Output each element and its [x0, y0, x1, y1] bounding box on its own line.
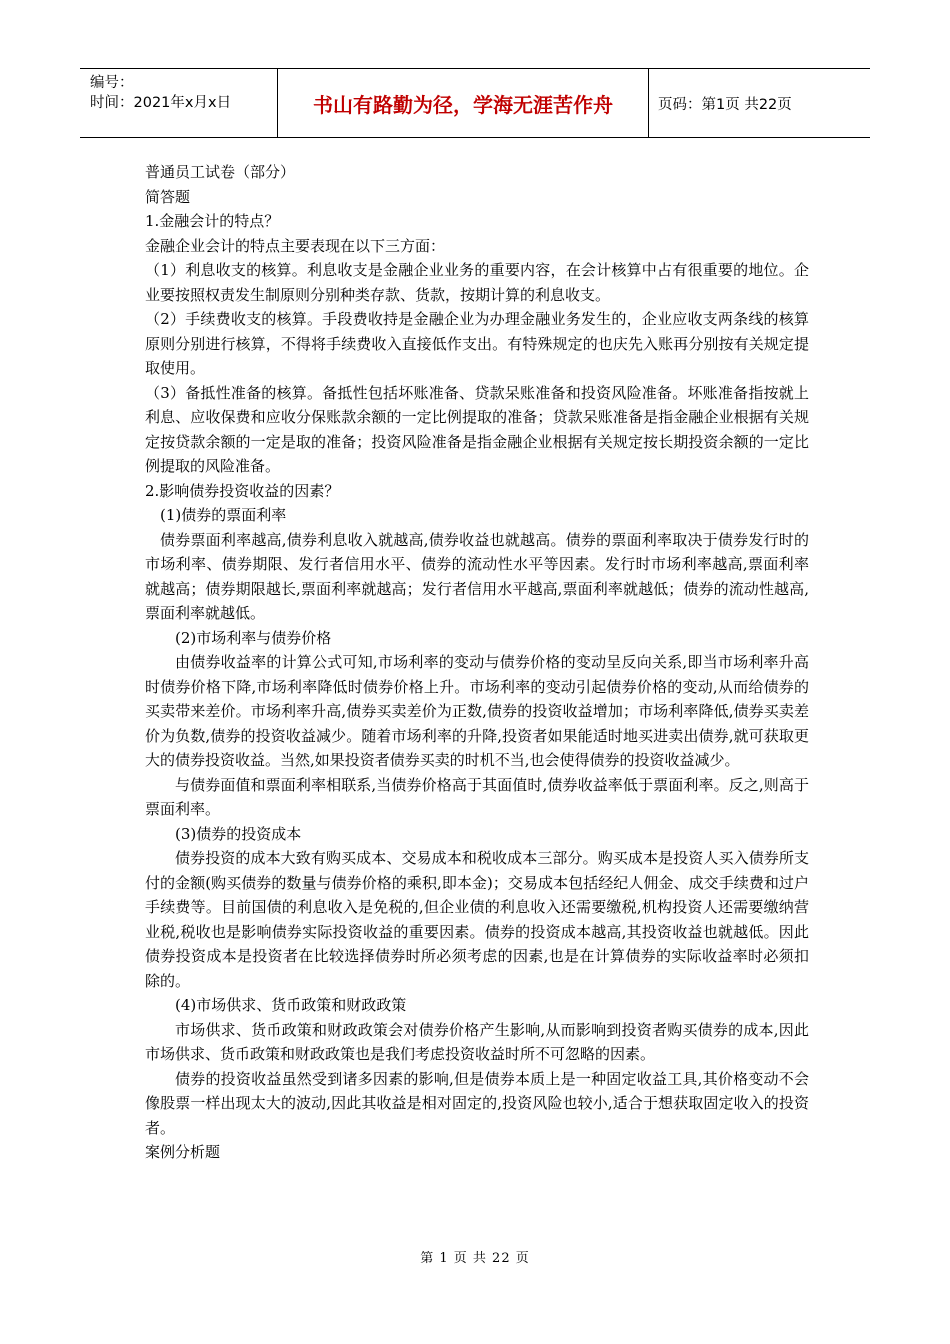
paragraph: 简答题: [145, 187, 191, 206]
paragraph: (1)债券的票面利率: [160, 506, 287, 524]
paragraph: (2)市场利率与债券价格: [175, 628, 332, 647]
paragraph: 债券票面利率越高,债券利息收入就越高,债券收益也就越高。债券的票面利率取决于债券发行时的市场利率、债券期限、发行者信用水平、债券的流动性水平等因素。发行时市场利率越高,票面利率就越高；债券期限越长,票面利率就越高；发行者信用水平越高,票面利率就越低；债券的流动性越高,票面利率就越低。: [145, 530, 809, 622]
paragraph: 市场供求、货币政策和财政政策会对债券价格产生影响,从而影响到投资者购买债券的成本,因此市场供求、货币政策和财政政策也是我们考虑投资收益时所不可忽略的因素。: [145, 1020, 809, 1063]
paragraph: （2）手续费收支的核算。手段费收持是金融企业为办理金融业务发生的，企业应收支两条线的核算原则分别进行核算，不得将手续费收入直接低作支出。有特殊规定的也庆先入账再分别按有关规定提取使用。: [145, 310, 809, 377]
paragraph: (3)债券的投资成本: [175, 824, 302, 843]
paragraph: 与债券面值和票面利率相联系,当债券价格高于其面值时,债券收益率低于票面利率。反之,则高于票面利率。: [145, 775, 809, 818]
paragraph: 金融企业会计的特点主要表现在以下三方面：: [145, 236, 446, 255]
paragraph: 案例分析题: [145, 1143, 221, 1161]
header-motto: 书山有路勤为径，学海无涯苦作舟: [277, 69, 649, 137]
paragraph: 1.金融会计的特点？: [145, 212, 280, 230]
page-header: [80, 68, 870, 138]
header-page-info: 页码：第1页 共22页: [658, 96, 792, 113]
paragraph: （3）备抵性准备的核算。备抵性包括坏账准备、贷款呆账准备和投资风险准备。坏账准备指按就上利息、应收保费和应收分保账款余额的一定比例提取的准备；贷款呆账准备是指金融企业根据有关规定按贷款余额的一定是取的准备；投资风险准备是指金融企业根据有关规定按长期投资余额的一定比例提取的风险准备。: [145, 383, 809, 475]
paragraph: （1）利息收支的核算。利息收支是金融企业业务的重要内容，在会计核算中占有很重要的地位。企业要按照权责发生制原则分别种类存款、货款，按期计算的利息收支。: [145, 261, 809, 304]
document-body: [145, 160, 809, 1165]
paragraph: 债券的投资收益虽然受到诸多因素的影响,但是债券本质上是一种固定收益工具,其价格变动不会像股票一样出现太大的波动,因此其收益是相对固定的,投资风险也较小,适合于想获取固定收入的投资者。: [145, 1069, 809, 1137]
header-meta: [90, 73, 270, 113]
page-footer: 第 1 页 共 22 页: [420, 1251, 530, 1266]
document-number-label: 编号：: [90, 75, 134, 91]
paragraph: (4)市场供求、货币政策和财政政策: [175, 996, 407, 1014]
paragraph: 由债券收益率的计算公式可知,市场利率的变动与债券价格的变动呈反向关系,即当市场利率升高时债券价格下降,市场利率降低时债券价格上升。市场利率的变动引起债券价格的变动,从而给债券的买卖带来差价。市场利率升高,债券买卖差价为正数,债券的投资收益增加；市场利率降低,债券买卖差价为负数,债券的投资收益减少。随着市场利率的升降,投资者如果能适时地买进卖出债券,就可获取更大的债券投资收益。当然,如果投资者债券买卖的时机不当,也会使得债券的投资收益减少。: [145, 653, 809, 769]
paragraph: 普通员工试卷（部分）: [145, 163, 296, 181]
paragraph: 2.影响债券投资收益的因素？: [145, 481, 340, 500]
document-date: 时间：2021年x月x日: [90, 95, 232, 111]
paragraph: 债券投资的成本大致有购买成本、交易成本和税收成本三部分。购买成本是投资人买入债券所支付的金额(购买债券的数量与债券价格的乘积,即本金)；交易成本包括经纪人佣金、成交手续费和过户手续费等。目前国债的利息收入是免税的,但企业债的利息收入还需要缴税,机构投资人还需要缴纳营业税,税收也是影响债券实际投资收益的重要因素。债券的投资成本越高,其投资收益也就越低。因此债券投资成本是投资者在比较选择债券时所必须考虑的因素,也是在计算债券的实际收益率时必须扣除的。: [145, 849, 809, 990]
